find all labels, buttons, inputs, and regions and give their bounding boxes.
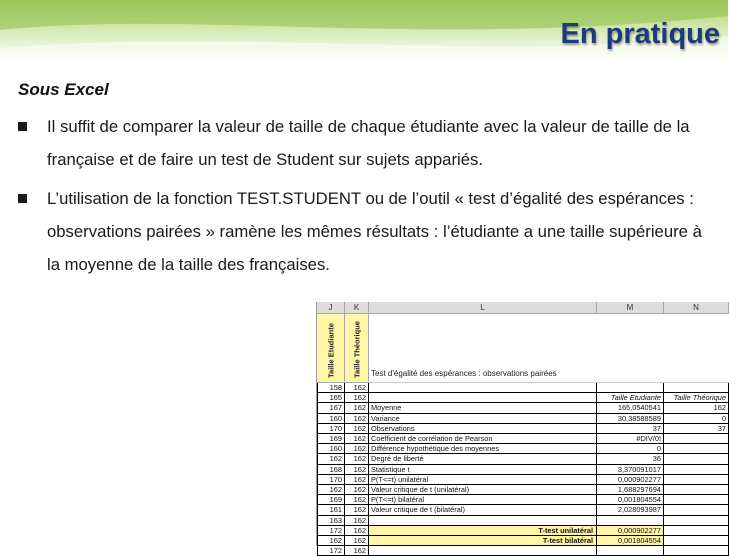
table-row [317, 475, 729, 485]
cell-j: 161 [317, 505, 345, 515]
table-row [317, 444, 729, 454]
cell-m: 0 [597, 444, 664, 454]
table-row [317, 424, 729, 434]
slide-subtitle: Sous Excel [18, 80, 109, 99]
cell-l [369, 516, 597, 526]
cell-l: Différence hypothétique des moyennes [369, 444, 597, 454]
cell-l [369, 393, 597, 403]
cell-j: 160 [317, 414, 345, 424]
cell-k: 162 [345, 526, 369, 536]
header-taille-theorique [345, 314, 369, 383]
table-row [317, 393, 729, 403]
header-taille-etudiante-label: Taille Etudiante [326, 323, 335, 378]
cell-k: 162 [345, 516, 369, 526]
table-row [317, 516, 729, 526]
cell-k: 162 [345, 465, 369, 475]
cell-m: 0,001804554 [597, 536, 664, 546]
cell-k: 162 [345, 424, 369, 434]
cell-k: 162 [345, 485, 369, 495]
cell-n [664, 383, 729, 393]
cell-j: 162 [317, 536, 345, 546]
cell-n: 0 [664, 414, 729, 424]
cell-m: 0,000902277 [597, 526, 664, 536]
cell-j: 165 [317, 393, 345, 403]
cell-n [664, 546, 729, 556]
cell-l: Valeur critique de t (unilatéral) [369, 485, 597, 495]
cell-j: 170 [317, 424, 345, 434]
cell-n [664, 495, 729, 505]
cell-m [597, 516, 664, 526]
cell-k: 162 [345, 454, 369, 464]
table-row [317, 526, 729, 536]
table-row [317, 414, 729, 424]
cell-k: 162 [345, 444, 369, 454]
table-row [317, 465, 729, 475]
table-row [317, 434, 729, 444]
table-row [317, 485, 729, 495]
cell-l [369, 546, 597, 556]
column-header-m: M [597, 302, 664, 314]
cell-l: T-test bilatéral [369, 536, 597, 546]
cell-m: 2,028093987 [597, 505, 664, 515]
cell-k: 162 [345, 495, 369, 505]
cell-n: Taille Théorique [664, 393, 729, 403]
cell-n [664, 444, 729, 454]
cell-j: 169 [317, 434, 345, 444]
header-taille-etudiante [317, 314, 345, 383]
bullet-text: L’utilisation de la fonction TEST.STUDENT ou de l’outil « test d’égalité des espérances : observations pairées » ramène les mêmes résultats : l’étudiante a une taille supérieure à la moyenne de la taille des françaises. [47, 189, 702, 274]
table-row [317, 403, 729, 413]
table-row [317, 536, 729, 546]
cell-m: 3,370091017 [597, 465, 664, 475]
cell-j: 162 [317, 454, 345, 464]
column-header-k: K [345, 302, 369, 314]
cell-l: Moyenne [369, 403, 597, 413]
cell-j: 169 [317, 495, 345, 505]
table-row [317, 454, 729, 464]
cell-n [664, 434, 729, 444]
bullet-square-icon [18, 194, 27, 203]
cell-m [597, 383, 664, 393]
table-row [317, 505, 729, 515]
cell-k: 162 [345, 393, 369, 403]
cell-n [664, 536, 729, 546]
cell-m [597, 546, 664, 556]
cell-l: P(T<=t) bilatéral [369, 495, 597, 505]
column-header-l: L [369, 302, 597, 314]
cell-m: 0,001804554 [597, 495, 664, 505]
cell-n [664, 516, 729, 526]
cell-m: 37 [597, 424, 664, 434]
cell-l: Observations [369, 424, 597, 434]
cell-j: 172 [317, 526, 345, 536]
cell-n: 162 [664, 403, 729, 413]
cell-j: 168 [317, 465, 345, 475]
cell-l: Valeur critique de t (bilatéral) [369, 505, 597, 515]
cell-j: 167 [317, 403, 345, 413]
cell-k: 162 [345, 536, 369, 546]
spreadsheet-screenshot [316, 302, 729, 556]
table-row [317, 546, 729, 556]
cell-k: 162 [345, 414, 369, 424]
cell-m: Taille Etudiante [597, 393, 664, 403]
slide-title: En pratique [560, 18, 720, 50]
cell-l: Statistique t [369, 465, 597, 475]
cell-j: 158 [317, 383, 345, 393]
cell-l: Coefficient de corrélation de Pearson [369, 434, 597, 444]
cell-n [664, 465, 729, 475]
cell-k: 162 [345, 505, 369, 515]
cell-j: 160 [317, 444, 345, 454]
cell-l [369, 383, 597, 393]
cell-k: 162 [345, 403, 369, 413]
cell-l: Degré de liberté [369, 454, 597, 464]
cell-m: 165,0540541 [597, 403, 664, 413]
column-header-j: J [317, 302, 345, 314]
cell-m: 1,688297694 [597, 485, 664, 495]
bullet-square-icon [18, 122, 27, 131]
cell-m: 30,38588589 [597, 414, 664, 424]
bullet-text: Il suffit de comparer la valeur de taille de chaque étudiante avec la valeur de taille de la française et de faire un test de Student sur sujets appariés. [47, 117, 690, 169]
cell-j: 172 [317, 546, 345, 556]
cell-m: 0,000902277 [597, 475, 664, 485]
cell-j: 163 [317, 516, 345, 526]
cell-n [664, 454, 729, 464]
column-header-n: N [664, 302, 729, 314]
header-taille-theorique-label: Taille Théorique [352, 321, 361, 378]
cell-k: 162 [345, 383, 369, 393]
cell-n: 37 [664, 424, 729, 434]
cell-n [664, 505, 729, 515]
table-row [317, 495, 729, 505]
cell-m: 36 [597, 454, 664, 464]
table-title: Test d'égalité des espérances : observations pairées [371, 369, 557, 378]
cell-l: P(T<=t) unilatéral [369, 475, 597, 485]
cell-l: T-test unilatéral [369, 526, 597, 536]
bullet-item [18, 182, 708, 281]
cell-j: 170 [317, 475, 345, 485]
cell-n [664, 526, 729, 536]
cell-k: 162 [345, 434, 369, 444]
cell-j: 162 [317, 485, 345, 495]
cell-k: 162 [345, 546, 369, 556]
table-row [317, 383, 729, 393]
table-title-cell [369, 314, 729, 383]
cell-n [664, 475, 729, 485]
bullet-item [18, 110, 708, 176]
cell-l: Variance [369, 414, 597, 424]
cell-k: 162 [345, 475, 369, 485]
cell-m: #DIV/0! [597, 434, 664, 444]
cell-n [664, 485, 729, 495]
